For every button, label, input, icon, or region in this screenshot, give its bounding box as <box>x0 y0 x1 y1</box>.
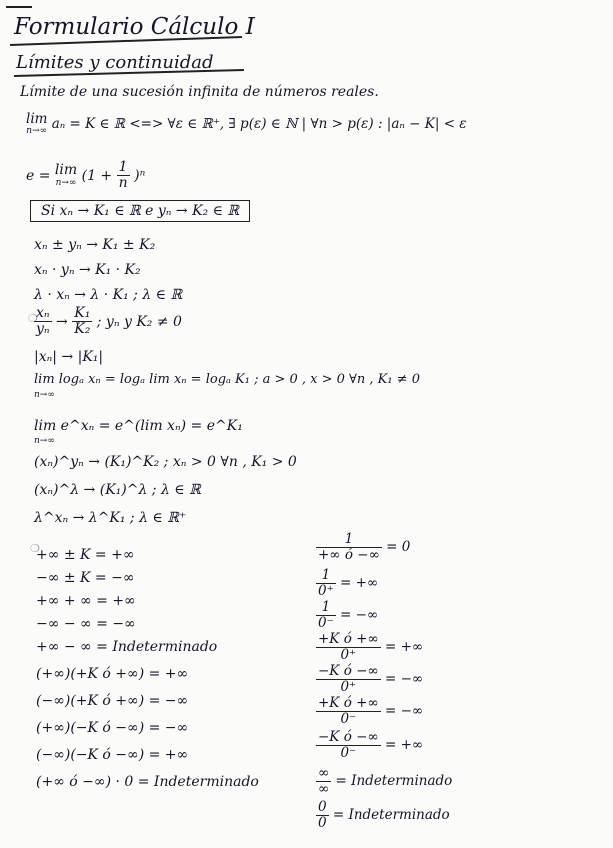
top-rule <box>6 6 32 8</box>
property-quotient <box>34 306 182 338</box>
fraction-result: = −∞ <box>340 606 379 623</box>
property-exp-base: λ^xₙ → λ^K₁ ; λ ∈ ℝ⁺ <box>34 510 187 526</box>
fraction-result: = −∞ <box>384 670 424 687</box>
euler-frac-num: 1 <box>117 160 130 176</box>
fraction-rule <box>316 800 450 831</box>
fraction-den: 0 <box>318 814 327 831</box>
fraction-num: −K ó −∞ <box>318 663 379 679</box>
quotient-den2: K₂ <box>74 321 91 338</box>
fraction-result: = +∞ <box>340 574 379 591</box>
fraction-num: 1 <box>316 568 336 584</box>
fraction-num: 1 <box>316 600 336 616</box>
infinity-rule: (−∞)(−K ó −∞) = +∞ <box>36 747 189 763</box>
euler-close: )ⁿ <box>134 167 146 184</box>
fraction-den: ∞ <box>318 780 330 797</box>
lim-word: lim <box>26 111 48 127</box>
log-lim-subscript: n→∞ <box>34 390 55 400</box>
definition-body: aₙ = K ∈ ℝ <=> ∀ε ∈ ℝ⁺, ∃ p(ε) ∈ ℕ | ∀n > p(ε) : |aₙ − K| < ε <box>51 115 467 132</box>
lim-subscript: n→∞ <box>26 125 48 136</box>
infinity-rule: (+∞)(+K ó +∞) = +∞ <box>36 666 189 682</box>
fraction-num: 1 <box>316 532 382 548</box>
exp-lim-subscript: n→∞ <box>34 436 55 446</box>
fraction-den: +∞ ó −∞ <box>318 546 380 563</box>
fraction-result: = Indeterminado <box>335 772 453 789</box>
fraction-den: 0⁺ <box>340 646 357 663</box>
property-log: lim logₐ xₙ = logₐ lim xₙ = logₐ K₁ ; a > 0 , x > 0 ∀n , K₁ ≠ 0 <box>34 372 421 387</box>
infinity-rule: (−∞)(+K ó +∞) = −∞ <box>36 693 189 709</box>
fraction-num: +K ó +∞ <box>318 631 379 647</box>
intro-text: Límite de una sucesión infinita de números reales. <box>20 84 379 100</box>
fraction-result: = 0 <box>386 538 411 555</box>
infinity-rule: (+∞ ó −∞) · 0 = Indeterminado <box>36 774 259 790</box>
fraction-rule <box>316 632 423 663</box>
fraction-rule <box>316 568 378 599</box>
fraction-den: 0⁻ <box>340 744 357 761</box>
euler-frac-den: n <box>118 175 128 192</box>
hypothesis-box: Si xₙ → K₁ ∈ ℝ e yₙ → K₂ ∈ ℝ <box>30 200 250 222</box>
euler-definition <box>26 160 145 192</box>
bullet-icon: ❍ <box>28 312 38 325</box>
property-sum: xₙ ± yₙ → K₁ ± K₂ <box>34 237 156 253</box>
fraction-den: 0⁻ <box>318 614 334 631</box>
fraction-result: = −∞ <box>384 702 424 719</box>
quotient-condition: ; yₙ y K₂ ≠ 0 <box>96 313 182 330</box>
fraction-rule <box>316 766 452 797</box>
euler-open: (1 + <box>81 167 113 184</box>
euler-lim-subscript: n→∞ <box>55 177 77 188</box>
infinity-rule: +∞ + ∞ = +∞ <box>36 593 136 609</box>
fraction-den: 0⁺ <box>318 582 334 599</box>
infinity-rule: +∞ ± K = +∞ <box>36 547 135 563</box>
infinity-rule: (+∞)(−K ó −∞) = −∞ <box>36 720 189 736</box>
fraction-den: 0⁺ <box>340 678 357 695</box>
fraction-rule <box>316 696 423 727</box>
property-scalar: λ · xₙ → λ · K₁ ; λ ∈ ℝ <box>34 287 183 303</box>
fraction-num: ∞ <box>318 765 330 781</box>
property-abs: |xₙ| → |K₁| <box>34 349 104 365</box>
bullet-icon: ❍ <box>30 542 40 555</box>
property-power-const: (xₙ)^λ → (K₁)^λ ; λ ∈ ℝ <box>34 482 201 498</box>
fraction-num: 0 <box>318 799 327 815</box>
fraction-rule <box>316 664 423 695</box>
quotient-den1: yₙ <box>36 321 50 338</box>
fraction-num: +K ó +∞ <box>318 695 379 711</box>
property-exp: lim e^xₙ = e^(lim xₙ) = e^K₁ <box>34 418 243 434</box>
fraction-den: 0⁻ <box>340 710 357 727</box>
euler-lhs: e = <box>26 167 51 184</box>
fraction-num: −K ó −∞ <box>318 729 379 745</box>
page-title: Formulario Cálculo I <box>14 14 255 40</box>
property-product: xₙ · yₙ → K₁ · K₂ <box>34 262 141 278</box>
fraction-result: = Indeterminado <box>332 806 450 823</box>
fraction-rule <box>316 532 410 563</box>
euler-lim-word: lim <box>54 162 78 179</box>
infinity-rule: +∞ − ∞ = Indeterminado <box>36 639 218 655</box>
section-title: Límites y continuidad <box>16 52 214 73</box>
fraction-rule <box>316 730 423 761</box>
fraction-rule <box>316 600 378 631</box>
fraction-result: = +∞ <box>384 736 424 753</box>
quotient-num1: xₙ <box>34 306 52 322</box>
limit-definition <box>26 112 467 137</box>
fraction-result: = +∞ <box>384 638 424 655</box>
quotient-arrow: → <box>56 313 68 330</box>
quotient-num2: K₁ <box>74 305 91 321</box>
infinity-rule: −∞ ± K = −∞ <box>36 570 135 586</box>
infinity-rule: −∞ − ∞ = −∞ <box>36 616 136 632</box>
property-power-seq: (xₙ)^yₙ → (K₁)^K₂ ; xₙ > 0 ∀n , K₁ > 0 <box>34 454 297 470</box>
